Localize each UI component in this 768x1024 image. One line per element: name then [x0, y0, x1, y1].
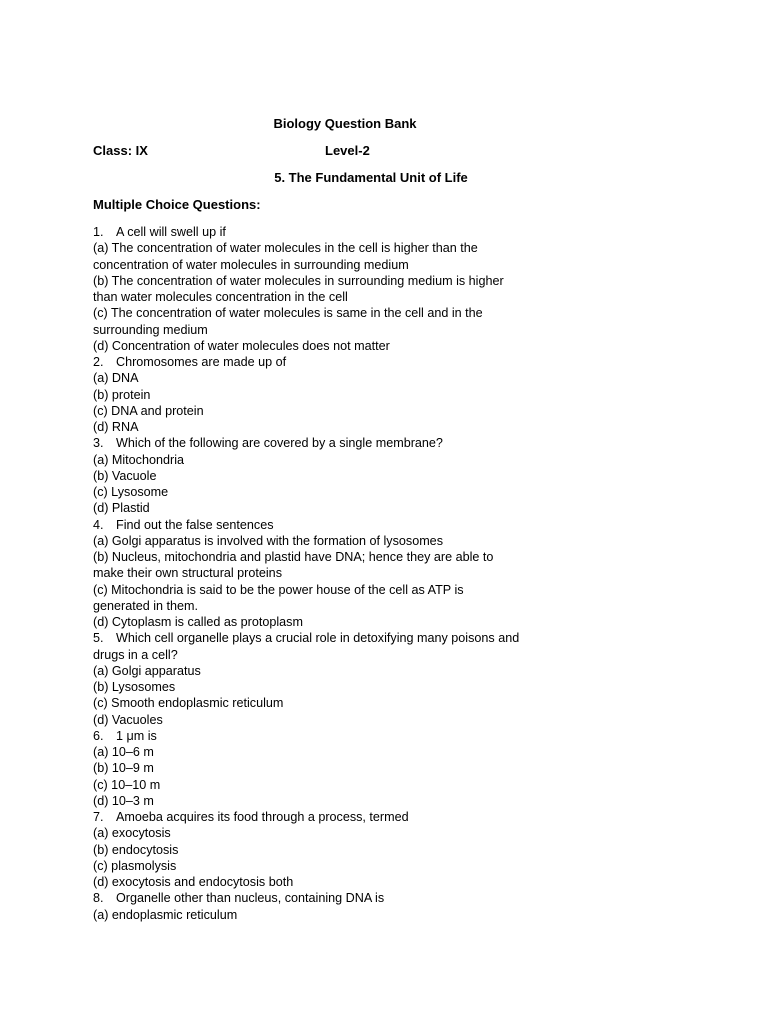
- answer-line: (c) Lysosome: [93, 485, 169, 499]
- question-8: [93, 890, 543, 906]
- question-text: Chromosomes are made up of: [116, 355, 287, 369]
- answer-line: (c) Smooth endoplasmic reticulum: [93, 696, 284, 711]
- question-number: 3.: [93, 436, 104, 451]
- question-number: 2.: [93, 355, 104, 369]
- chapter-title: 5. The Fundamental Unit of Life: [274, 170, 468, 185]
- answer-line: concentration of water molecules in surrounding medium: [93, 257, 409, 272]
- question-7: [93, 809, 543, 825]
- answer-line: (a) Golgi apparatus is involved with the formation of lysosomes: [93, 533, 443, 548]
- level-label: Level-2: [325, 143, 370, 158]
- question-number: 7.: [93, 810, 104, 824]
- answer-line: make their own structural proteins: [93, 566, 282, 581]
- answer-line: generated in them.: [93, 598, 199, 613]
- answer-line: (c) DNA and protein: [93, 403, 204, 418]
- question-text: Amoeba acquires its food through a process, termed: [116, 810, 409, 824]
- answer-line: (a) endoplasmic reticulum: [93, 907, 238, 922]
- answer-line: (c) 10–10 m: [93, 777, 161, 792]
- question-text: 1 μm is: [116, 728, 157, 743]
- question-text: Organelle other than nucleus, containing DNA is: [116, 891, 385, 906]
- section-heading: Multiple Choice Questions:: [93, 197, 261, 212]
- class-level-line: [93, 143, 693, 158]
- answer-line: (b) Nucleus, mitochondria and plastid have DNA; hence they are able to: [93, 550, 494, 564]
- question-text: Which of the following are covered by a single membrane?: [116, 436, 443, 451]
- answer-line: (b) protein: [93, 387, 151, 402]
- class-label: Class: IX: [93, 143, 148, 158]
- answer-line: (c) plasmolysis: [93, 858, 177, 873]
- question-number: 1.: [93, 225, 104, 239]
- answer-line: (c) The concentration of water molecules is same in the cell and in the: [93, 306, 483, 321]
- answer-line: (a) exocytosis: [93, 826, 171, 841]
- answer-line: (a) Mitochondria: [93, 452, 184, 467]
- answer-line: (a) 10–6 m: [93, 745, 154, 759]
- question-5: [93, 630, 543, 646]
- question-text: Find out the false sentences: [116, 517, 274, 532]
- answer-line: than water molecules concentration in the cell: [93, 290, 348, 304]
- question-3: [93, 435, 543, 451]
- page-title: Biology Question Bank: [273, 116, 417, 131]
- question-number: 8.: [93, 891, 104, 906]
- answer-line: (d) Concentration of water molecules does not matter: [93, 338, 390, 353]
- question-number: 6.: [93, 728, 104, 743]
- answer-line: (d) Vacuoles: [93, 712, 163, 727]
- question-4: [93, 517, 543, 533]
- question-6: [93, 728, 543, 744]
- answer-line: (a) Golgi apparatus: [93, 663, 201, 678]
- question-1: [93, 224, 543, 240]
- answer-line: (b) The concentration of water molecules in surrounding medium is higher: [93, 273, 504, 288]
- question-2: [93, 354, 543, 370]
- answer-line: (d) RNA: [93, 420, 139, 434]
- answer-line: (d) 10–3 m: [93, 793, 154, 808]
- answer-line: drugs in a cell?: [93, 647, 178, 662]
- answer-line: (c) Mitochondria is said to be the power house of the cell as ATP is: [93, 582, 464, 597]
- answer-line: (b) endocytosis: [93, 842, 179, 857]
- answer-line: (a) The concentration of water molecules in the cell is higher than the: [93, 241, 478, 256]
- question-text: A cell will swell up if: [116, 225, 226, 239]
- question-number: 5.: [93, 631, 104, 646]
- answer-line: (a) DNA: [93, 371, 139, 386]
- answer-line: (d) Plastid: [93, 501, 150, 516]
- question-text: Which cell organelle plays a crucial role in detoxifying many poisons and: [116, 631, 520, 646]
- question-number: 4.: [93, 517, 104, 532]
- answer-line: (b) Vacuole: [93, 468, 157, 483]
- answer-line: (b) 10–9 m: [93, 761, 154, 776]
- question-list: [93, 224, 543, 923]
- answer-line: (b) Lysosomes: [93, 680, 176, 694]
- answer-line: surrounding medium: [93, 322, 208, 337]
- answer-line: (d) exocytosis and endocytosis both: [93, 875, 294, 889]
- answer-line: (d) Cytoplasm is called as protoplasm: [93, 615, 303, 629]
